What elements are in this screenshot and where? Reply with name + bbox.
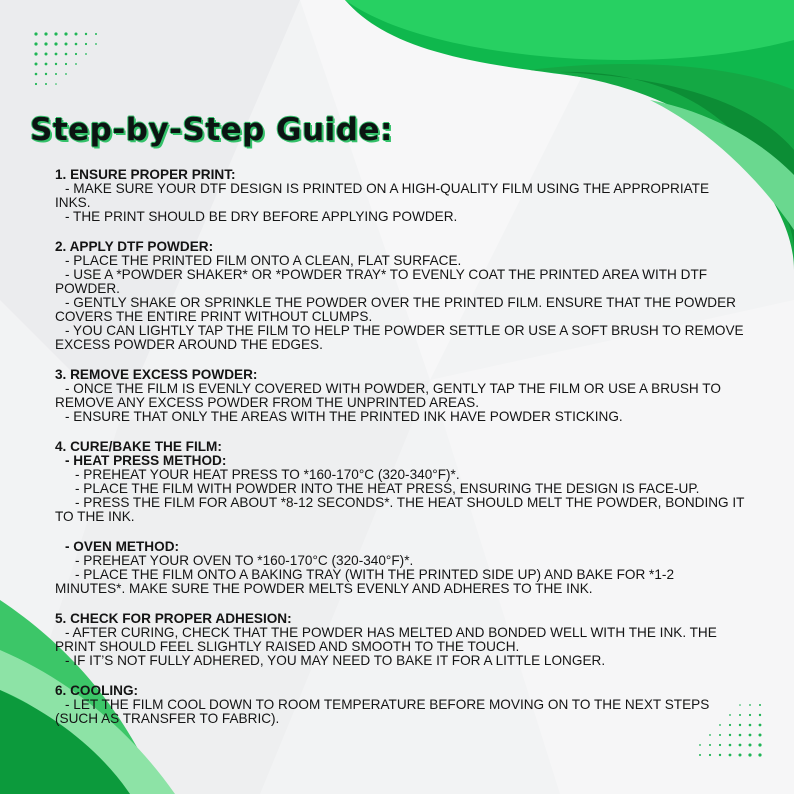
section-title: 5. CHECK FOR PROPER ADHESION: (55, 611, 292, 626)
section-title: 2. APPLY DTF POWDER: (55, 239, 214, 254)
method-title-heat-press: - HEAT PRESS METHOD: (65, 453, 227, 468)
list-item: - PLACE THE FILM ONTO A BAKING TRAY (WITH THE PRINTED SIDE UP) AND BAKE FOR *1-2 MINUTES*. MAKE SURE THE POWDER MELTS EVENLY AND ADHERES TO THE INK. (55, 567, 674, 596)
list-item: - PREHEAT YOUR OVEN TO *160-170°C (320-340°F)*. (75, 553, 414, 568)
section-title: 1. ENSURE PROPER PRINT: (55, 167, 236, 182)
section-cure-bake (55, 440, 745, 596)
section-title: 6. COOLING: (55, 683, 139, 698)
list-item: - YOU CAN LIGHTLY TAP THE FILM TO HELP THE POWDER SETTLE OR USE A SOFT BRUSH TO REMOVE EXCESS POWDER AROUND THE EDGES. (55, 323, 744, 352)
list-item: - PRESS THE FILM FOR ABOUT *8-12 SECONDS*. THE HEAT SHOULD MELT THE POWDER, BONDING IT TO THE INK. (55, 495, 745, 524)
list-item: - IF IT’S NOT FULLY ADHERED, YOU MAY NEED TO BAKE IT FOR A LITTLE LONGER. (65, 653, 606, 668)
list-item: - ONCE THE FILM IS EVENLY COVERED WITH POWDER, GENTLY TAP THE FILM OR USE A BRUSH TO REMOVE ANY EXCESS POWDER FROM THE UNPRINTED AREAS. (55, 381, 721, 410)
section-title: 4. CURE/BAKE THE FILM: (55, 439, 222, 454)
page-title: Step-by-Step Guide: (30, 112, 393, 148)
list-item: - MAKE SURE YOUR DTF DESIGN IS PRINTED ON A HIGH-QUALITY FILM USING THE APPROPRIATE INKS. (55, 181, 710, 210)
section-ensure-print (55, 168, 745, 224)
list-item: - USE A *POWDER SHAKER* OR *POWDER TRAY* TO EVENLY COAT THE PRINTED AREA WITH DTF POWDER. (55, 267, 708, 296)
list-item: - THE PRINT SHOULD BE DRY BEFORE APPLYING POWDER. (65, 209, 458, 224)
list-item: - GENTLY SHAKE OR SPRINKLE THE POWDER OVER THE PRINTED FILM. ENSURE THAT THE POWDER COVERS THE ENTIRE PRINT WITHOUT CLUMPS. (55, 295, 736, 324)
section-remove-excess (55, 368, 745, 424)
list-item: - AFTER CURING, CHECK THAT THE POWDER HAS MELTED AND BONDED WELL WITH THE INK. THE PRINT SHOULD FEEL SLIGHTLY RAISED AND SMOOTH TO THE TOUCH. (55, 625, 717, 654)
list-item: - LET THE FILM COOL DOWN TO ROOM TEMPERATURE BEFORE MOVING ON TO THE NEXT STEPS (SUCH AS TRANSFER TO FABRIC). (55, 697, 710, 726)
section-apply-powder (55, 240, 745, 352)
list-item: - ENSURE THAT ONLY THE AREAS WITH THE PRINTED INK HAVE POWDER STICKING. (65, 409, 623, 424)
guide-content (55, 168, 745, 742)
section-check-adhesion (55, 612, 745, 668)
list-item: - PREHEAT YOUR HEAT PRESS TO *160-170°C (320-340°F)*. (75, 467, 460, 482)
section-title: 3. REMOVE EXCESS POWDER: (55, 367, 258, 382)
section-cooling (55, 684, 745, 726)
method-title-oven: - OVEN METHOD: (65, 539, 180, 554)
list-item: - PLACE THE PRINTED FILM ONTO A CLEAN, FLAT SURFACE. (65, 253, 462, 268)
list-item: - PLACE THE FILM WITH POWDER INTO THE HEAT PRESS, ENSURING THE DESIGN IS FACE-UP. (75, 481, 700, 496)
